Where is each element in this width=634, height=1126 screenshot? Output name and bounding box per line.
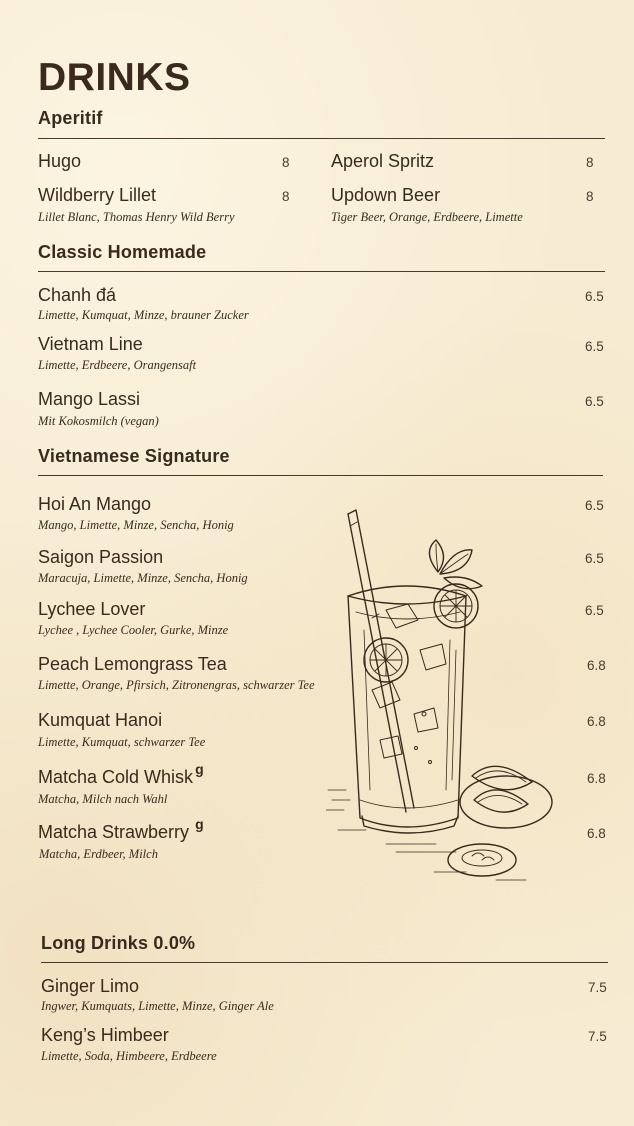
item-price: 8	[586, 189, 594, 204]
section-heading-signature: Vietnamese Signature	[38, 446, 230, 466]
menu-title: DRINKS	[38, 56, 191, 99]
item-price: 8	[586, 155, 594, 170]
item-price: 6.5	[585, 498, 604, 513]
item-description: Matcha, Erdbeer, Milch	[39, 847, 158, 861]
item-description: Maracuja, Limette, Minze, Sencha, Honig	[38, 571, 248, 585]
item-description: Ingwer, Kumquats, Limette, Minze, Ginger Ale	[41, 999, 274, 1013]
section-heading-aperitif: Aperitif	[38, 108, 103, 128]
item-name-text: Matcha Cold Whisk	[38, 767, 194, 787]
item-name: Ginger Limo	[41, 976, 140, 996]
item-description: Lillet Blanc, Thomas Henry Wild Berry	[38, 210, 235, 224]
item-description: Limette, Kumquat, schwarzer Tee	[38, 735, 206, 749]
item-name-with-superscript	[38, 816, 204, 843]
item-description: Matcha, Milch nach Wahl	[38, 792, 168, 806]
section-divider	[41, 962, 608, 963]
section-divider	[38, 138, 605, 139]
item-superscript: g	[195, 816, 204, 832]
item-name: Mango Lassi	[38, 389, 141, 409]
item-superscript: g	[195, 761, 204, 777]
item-description: Lychee , Lychee Cooler, Gurke, Minze	[38, 623, 229, 637]
item-name-with-superscript	[38, 761, 204, 788]
item-price: 7.5	[588, 980, 607, 995]
item-name: Chanh đá	[38, 285, 117, 305]
section-divider	[38, 475, 603, 476]
item-price: 6.5	[585, 551, 604, 566]
item-price: 6.8	[587, 771, 606, 786]
item-price: 6.5	[585, 603, 604, 618]
item-description: Limette, Orange, Pfirsich, Zitronengras, schwarzer Tee	[38, 678, 315, 692]
item-name: Wildberry Lillet	[38, 185, 157, 205]
item-name: Hoi An Mango	[38, 494, 152, 514]
item-price: 6.8	[587, 658, 606, 673]
cocktail-glass-illustration	[326, 500, 558, 882]
item-price: 8	[282, 155, 290, 170]
item-name: Updown Beer	[331, 185, 441, 205]
item-description: Tiger Beer, Orange, Erdbeere, Limette	[331, 210, 523, 224]
section-heading-classic: Classic Homemade	[38, 242, 207, 262]
item-name: Aperol Spritz	[331, 151, 435, 171]
item-description: Mit Kokosmilch (vegan)	[38, 414, 159, 428]
item-name: Hugo	[38, 151, 82, 171]
section-heading-longdrinks: Long Drinks 0.0%	[41, 933, 196, 953]
item-name-text: Matcha Strawberry	[38, 822, 190, 842]
item-price: 6.8	[587, 826, 606, 841]
item-name: Peach Lemongrass Tea	[38, 654, 227, 674]
item-price: 7.5	[588, 1029, 607, 1044]
item-price: 6.5	[585, 394, 604, 409]
item-name: Kumquat Hanoi	[38, 710, 163, 730]
item-price: 6.5	[585, 289, 604, 304]
item-description: Limette, Soda, Himbeere, Erdbeere	[41, 1049, 217, 1063]
section-divider	[38, 271, 605, 272]
item-description: Limette, Kumquat, Minze, brauner Zucker	[38, 308, 249, 322]
item-description: Limette, Erdbeere, Orangensaft	[38, 358, 197, 372]
item-description: Mango, Limette, Minze, Sencha, Honig	[38, 518, 234, 532]
item-name: Keng’s Himbeer	[41, 1025, 169, 1045]
item-name: Saigon Passion	[38, 547, 164, 567]
item-name: Lychee Lover	[38, 599, 146, 619]
item-name: Vietnam Line	[38, 334, 143, 354]
item-price: 8	[282, 189, 290, 204]
item-price: 6.5	[585, 339, 604, 354]
item-price: 6.8	[587, 714, 606, 729]
